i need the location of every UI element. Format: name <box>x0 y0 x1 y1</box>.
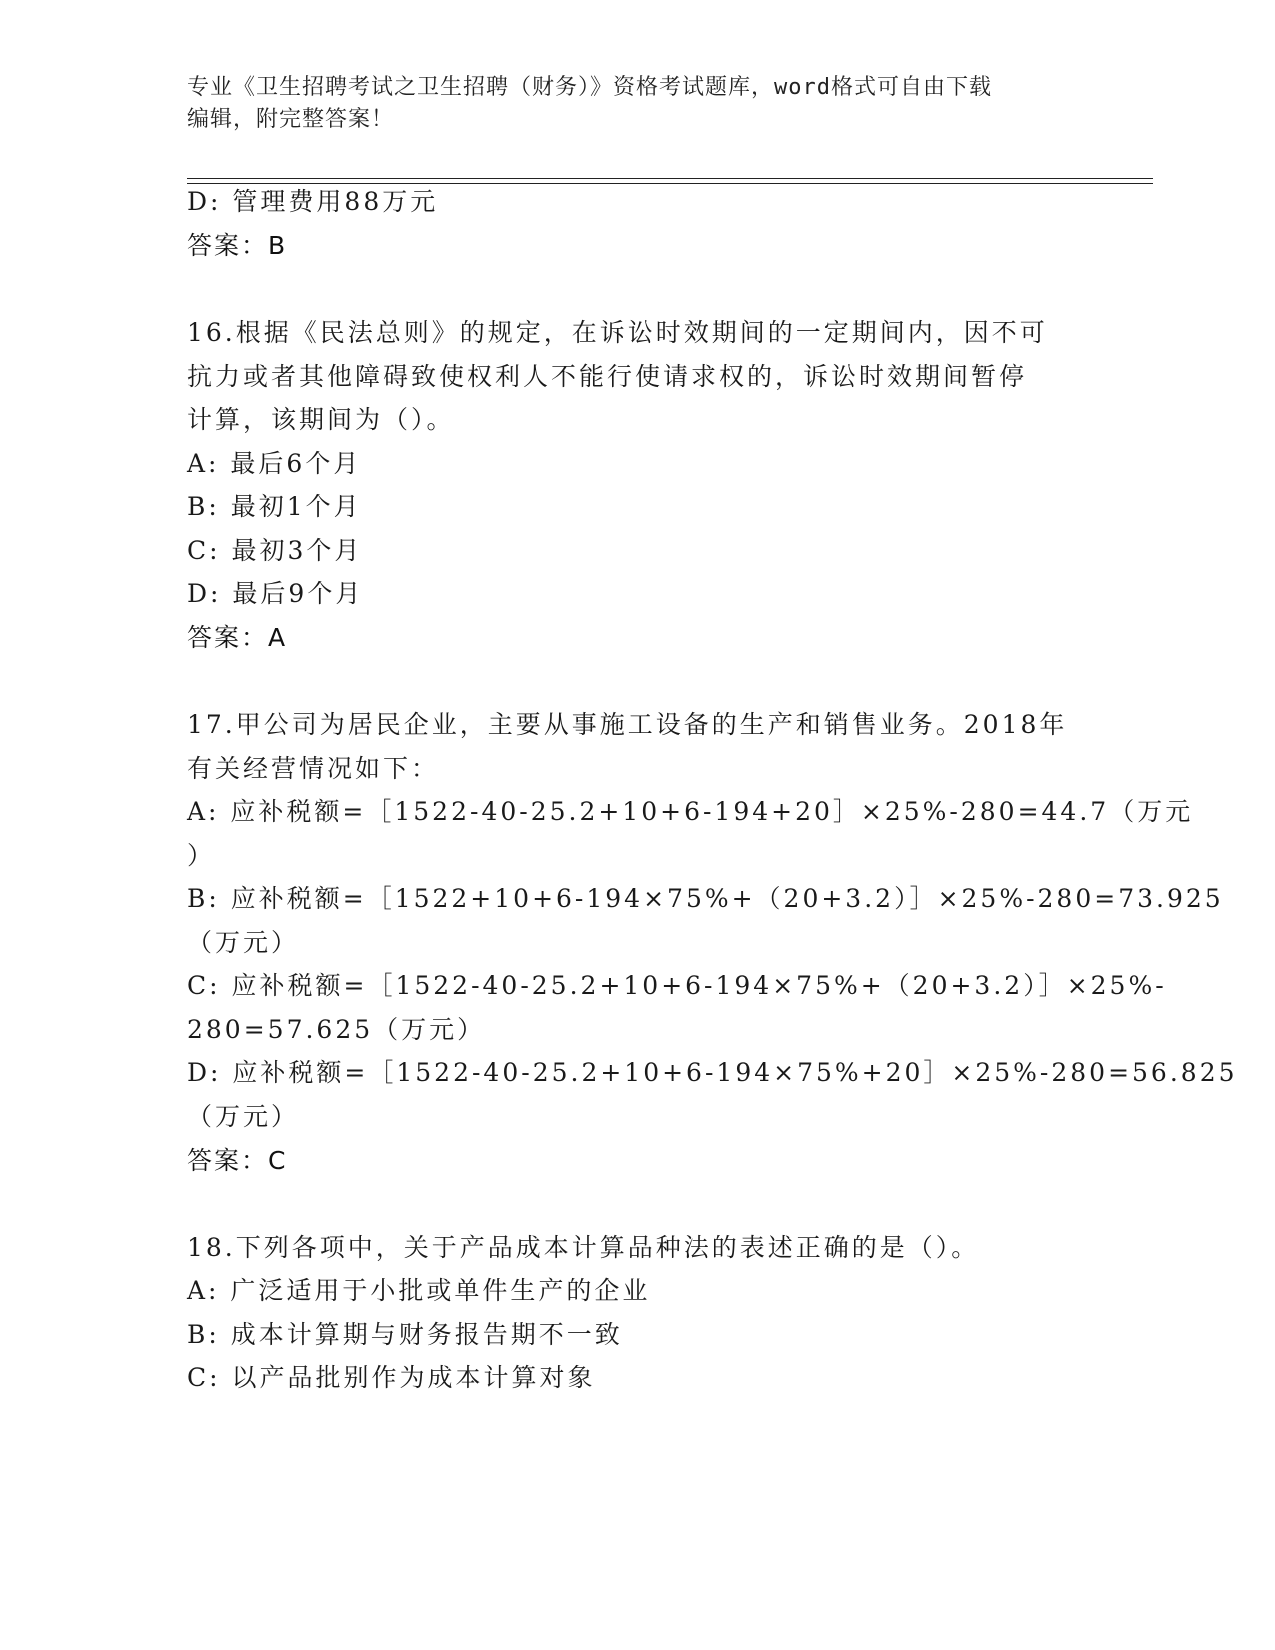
q17-stem-line-2: 有关经营情况如下： <box>187 754 440 783</box>
q16-option-c: C: 最初3个月 <box>187 536 363 565</box>
q17-option-b-line-2: （万元） <box>187 928 300 957</box>
q15-answer: 答案：B <box>187 231 288 260</box>
q17-option-d-line-1: D: 应补税额=［1522-40-25.2+10+6-194×75%+20］×25%-280=56.825 <box>187 1058 1238 1087</box>
q16-option-d: D: 最后9个月 <box>187 579 364 608</box>
q17-answer: 答案：C <box>187 1146 288 1175</box>
q16-stem-line-2: 抗力或者其他障碍致使权利人不能行使请求权的，诉讼时效期间暂停 <box>187 362 1028 391</box>
header-divider-bottom <box>187 183 1153 184</box>
q16-stem-line-1: 16.根据《民法总则》的规定，在诉讼时效期间的一定期间内，因不可 <box>187 318 1048 347</box>
q16-option-b: B: 最初1个月 <box>187 492 362 521</box>
q18-option-c: C: 以产品批别作为成本计算对象 <box>187 1363 596 1392</box>
q15-option-d: D: 管理费用88万元 <box>187 187 439 216</box>
header-line-2: 编辑，附完整答案！ <box>187 107 395 132</box>
q17-option-b-line-1: B: 应补税额=［1522+10+6-194×75%+（20+3.2）］×25%-280=73.925 <box>187 884 1224 913</box>
q17-stem-line-1: 17.甲公司为居民企业，主要从事施工设备的生产和销售业务。2018年 <box>187 710 1068 739</box>
q17-option-c-line-2: 280=57.625（万元） <box>187 1015 486 1044</box>
q18-stem-line-1: 18.下列各项中，关于产品成本计算品种法的表述正确的是（）。 <box>187 1233 980 1262</box>
q16-option-a: A: 最后6个月 <box>187 449 362 478</box>
q17-option-c-line-1: C: 应补税额=［1522-40-25.2+10+6-194×75%+（20+3.2）］×25%- <box>187 971 1167 1000</box>
q17-option-a-line-1: A: 应补税额=［1522-40-25.2+10+6-194+20］×25%-280=44.7（万元 <box>187 797 1194 826</box>
document-header <box>187 72 1087 136</box>
q17-option-d-line-2: （万元） <box>187 1102 300 1131</box>
q18-option-b: B: 成本计算期与财务报告期不一致 <box>187 1320 623 1349</box>
header-line-1: 专业《卫生招聘考试之卫生招聘（财务）》资格考试题库，word格式可自由下载 <box>187 75 992 100</box>
q16-stem-line-3: 计算，该期间为（）。 <box>187 405 455 434</box>
q17-option-a-line-2: ） <box>187 841 216 870</box>
header-divider-top <box>187 178 1153 179</box>
q18-option-a: A: 广泛适用于小批或单件生产的企业 <box>187 1276 651 1305</box>
q16-answer: 答案：A <box>187 623 288 652</box>
